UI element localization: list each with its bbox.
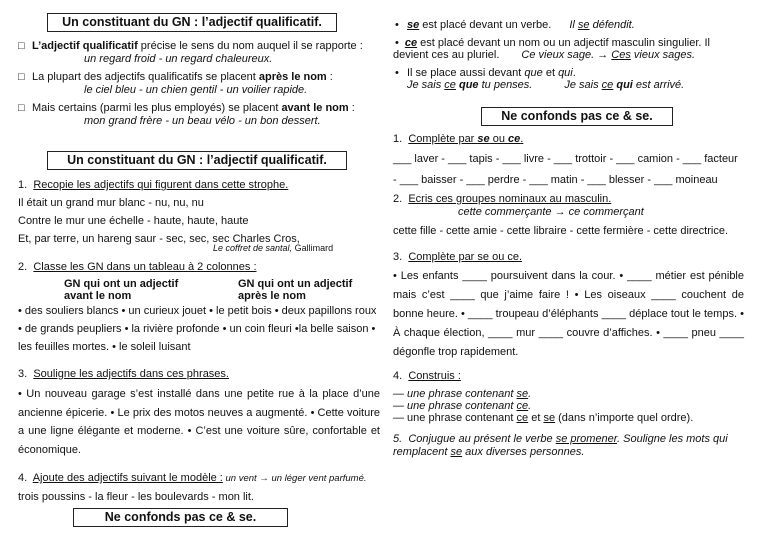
checkbox-bullet-icon: □ xyxy=(18,40,25,52)
gn-list: • des souliers blancs • un curieux jouet • le petit bois • deux papillons roux • de grands peupliers • la rivière profonde • un coin fleuri •la belle saison • les feuilles mortes. • le soleil luisant xyxy=(18,305,377,353)
rule-example: un regard froid - un regard chaleureux. xyxy=(84,53,273,65)
ce-se-rules xyxy=(393,19,733,92)
exercise-line: — une phrase contenant ce. xyxy=(393,400,532,412)
rule-examples: Je sais ce que tu penses. Je sais ce qui est arrivé. xyxy=(407,79,685,91)
exercise-line: trois poussins - la fleur - les boulevards - mon lit. xyxy=(18,491,254,503)
rule-item: • ce est placé devant un nom ou un adjectif masculin singulier. Il devient ces au pluriel. Ce vieux sage. → Ces vieux sages. xyxy=(393,36,711,61)
exercise-instruction: Ajoute des adjectifs suivant le modèle : xyxy=(32,472,223,484)
exercise-model: cette commerçante → ce commerçant xyxy=(458,205,644,218)
bullet-icon: • xyxy=(395,19,399,31)
poem-line: Contre le mur une échelle - haute, haute, haute xyxy=(18,215,249,227)
ce-se-exercise-5: 5. Conjugue au présent le verbe se promener. Souligne les mots qui remplacent se aux diverses personnes. xyxy=(393,433,728,458)
ce-se-exercise-1: 1. Complète par se ou ce. ___ laver - ___ tapis - ___ livre - ___ trottoir - ___ camion - ___ facteur - ___ baisser - ___ perdre - ___ matin - ___ blesser - ___ moineau xyxy=(393,130,744,189)
poem-line: Et, par terre, un hareng saur - sec, sec, sec Charles Cros, xyxy=(18,233,300,245)
column-header-before: GN qui ont un adjectif avant le nom xyxy=(64,278,179,302)
exercise-line: cette fille - cette amie - cette libraire - cette fermière - cette directrice. xyxy=(393,225,729,237)
exercise-instruction: Recopie les adjectifs qui figurent dans cette strophe. xyxy=(33,179,289,191)
exercise-instruction: Classe les GN dans un tableau à 2 colonnes : xyxy=(33,261,257,273)
exercise-instruction: Ecris ces groupes nominaux au masculin. xyxy=(408,193,612,205)
exercise-line: ___ laver - ___ tapis - ___ livre - ___ trottoir - ___ camion - ___ facteur xyxy=(393,153,738,165)
lesson-title: Un constituant du GN : l’adjectif qualificatif. xyxy=(47,13,337,32)
ce-se-exercise-3: 3. Complète par se ou ce. • Les enfants ____ poursuivent dans la cour. • ____ métier est pénible mais c’est ____ que j’aime faire ! • Les oiseaux ____ couchent de bonne heure. • ____ troupeau d’éléphants ____ déplace tout le temps. • À chaque élection, ____ mur ____ couvre d’affiches. • ____ pneu ____ dégonfle trop rapidement. xyxy=(393,250,744,362)
bullet-icon: • xyxy=(395,36,399,49)
exercise-instruction: Complète par se ou ce. xyxy=(408,133,524,145)
exercise-4: 4. Ajoute des adjectifs suivant le modèle : un vent → un léger vent parfumé. trois poussins - la fleur - les boulevards - mon lit. xyxy=(18,469,380,506)
ce-se-exercise-2: 2. Ecris ces groupes nominaux au masculin. cette commerçante → ce commerçant cette fille - cette amie - cette libraire - cette fermière - cette directrice. xyxy=(393,193,744,238)
poem-source: Le coffret de santal, Gallimard xyxy=(213,243,334,253)
table-headers xyxy=(18,278,380,302)
bullet-icon: • xyxy=(395,66,399,79)
exercise-instruction: Construis : xyxy=(408,370,461,382)
exercise-line: — une phrase contenant ce et se (dans n’importe quel ordre). xyxy=(393,412,694,424)
exercise-text: • Un nouveau garage s’est installé dans une petite rue à la place d’une ancienne épicerie. • Le prix des motos neuves a augmenté. • Cette voiture a une ligne élégante et moderne. • C’est une voiture sûre, confortable et économique. xyxy=(18,388,380,456)
checkbox-bullet-icon: □ xyxy=(18,71,25,83)
exercise-line: - ___ baisser - ___ perdre - ___ matin - ___ blesser - ___ moineau xyxy=(393,174,718,186)
rule-item: □ Mais certains (parmi les plus employés) se placent avant le nom : mon grand frère - un beau vélo - un bon dessert. xyxy=(18,102,380,128)
exercise-instruction: Souligne les adjectifs dans ces phrases. xyxy=(33,368,229,380)
rule-example: mon grand frère - un beau vélo - un bon dessert. xyxy=(84,115,321,127)
exercises-title: Un constituant du GN : l’adjectif qualificatif. xyxy=(47,151,347,170)
exercise-line: — une phrase contenant se. xyxy=(393,388,532,400)
ce-se-title: Ne confonds pas ce & se. xyxy=(481,107,673,126)
checkbox-bullet-icon: □ xyxy=(18,102,25,114)
rule-example: le ciel bleu - un chien gentil - un voilier rapide. xyxy=(84,84,308,96)
exercise-2: 2. Classe les GN dans un tableau à 2 colonnes : GN qui ont un adjectif avant le nom GN qui ont un adjectif après le nom • des souliers blancs • un curieux jouet • le petit bois • deux papillons roux • de grands peupliers • la rivière profonde • un coin fleuri •la belle saison • les feuilles mortes. • le soleil luisant xyxy=(18,260,380,356)
exercise-instruction: Complète par se ou ce. xyxy=(408,251,523,263)
rule-item: • se est placé devant un verbe. Il se défendit. xyxy=(395,19,635,31)
exercise-3: 3. Souligne les adjectifs dans ces phrases. • Un nouveau garage s’est installé dans une petite rue à la place d’une ancienne épicerie. • Le prix des motos neuves a augmenté. • Cette voiture a une ligne élégante et moderne. • C’est une voiture sûre, confortable et économique. xyxy=(18,367,380,459)
poem-line: Il était un grand mur blanc - nu, nu, nu xyxy=(18,197,204,209)
rule-item: □ La plupart des adjectifs qualificatifs se placent après le nom : le ciel bleu - un chien gentil - un voilier rapide. xyxy=(18,71,380,97)
rule-item: □ L’adjectif qualificatif précise le sens du nom auquel il se rapporte : un regard froid - un regard chaleureux. xyxy=(18,40,380,66)
ce-se-title: Ne confonds pas ce & se. xyxy=(73,508,288,527)
rule-item: • Il se place aussi devant que et qui. Je sais ce que tu penses. Je sais ce qui est arrivé. xyxy=(393,67,733,92)
ce-se-exercise-4: 4. Construis : — une phrase contenant se. — une phrase contenant ce. — une phrase contenant ce et se (dans n’importe quel ordre). xyxy=(393,370,744,424)
exercise-model: un vent → un léger vent parfumé. xyxy=(222,473,367,484)
exercise-text: • Les enfants ____ poursuivent dans la cour. • ____ métier est pénible mais c’est ____ que j’aime faire ! • Les oiseaux ____ couchent de bonne heure. • ____ troupeau d’éléphants ____ déplace tout le temps. • À chaque élection, ____ mur ____ couvre d’affiches. • ____ pneu ____ dégonfle trop rapidement. xyxy=(393,270,744,358)
column-header-after: GN qui ont un adjectif après le nom xyxy=(238,278,353,302)
lesson-rules xyxy=(18,40,380,128)
exercise-1: 1. Recopie les adjectifs qui figurent dans cette strophe. Il était un grand mur blanc - nu, nu, nu Contre le mur une échelle - haute, haute, haute Et, par terre, un hareng saur - sec, sec, sec Charles Cros, Le coffret de santal, Gallimard xyxy=(18,176,380,253)
